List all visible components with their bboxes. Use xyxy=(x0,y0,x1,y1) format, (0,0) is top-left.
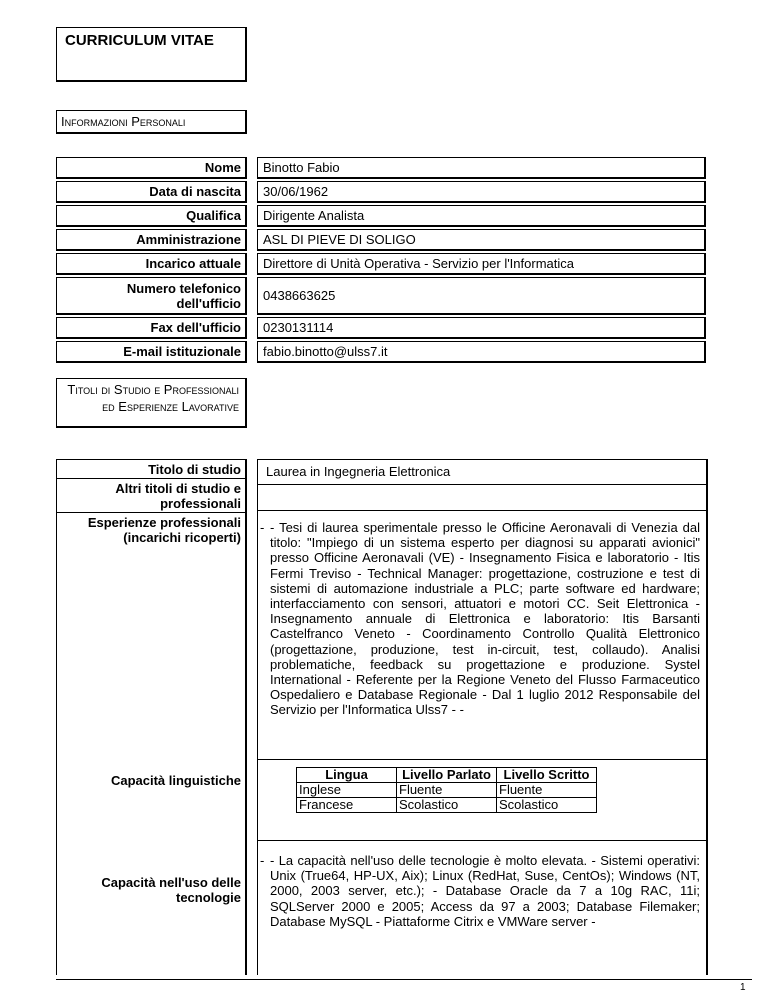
value-lingue xyxy=(258,761,706,841)
esperienze-text: - Tesi di laurea sperimentale presso le Officine Aeronavali di Venezia dal titolo: "Impiego di un sistema esperto per diagnosi su apparati avionici" presso Officine Aeronavali (VE) - Insegnamento Fisica e laboratorio - Itis Fermi Treviso - Technical Manager: progettazione, costruzione e test di sistemi di automazione industriale a PLC; parte software ed hardware; interfacciamento con sensori, attuatori e motori CC. Seit Elettronica - Insegnamento annuale di Elettronica e laboratorio: Itis Barsanti Castelfranco Veneto - Coordinamento Controllo Qualità Elettronico (progettazione, produzione, test in-circuit, test, collaudo). Analisi problematiche, feedback su progettazione e produzione. Systel International - Referente per la Regione Veneto del Flusso Farmaceutico Ospedaliero e Database Regionale - Dal 1 luglio 2012 Responsabile del Servizio per l'Informatica Ulss7 - - xyxy=(270,520,700,718)
label-esperienze: Esperienze professionali (incarichi ricoperti) xyxy=(87,515,241,545)
personal-gap xyxy=(247,253,257,275)
personal-value: ASL DI PIEVE DI SOLIGO xyxy=(257,229,706,251)
languages-header: Livello Scritto xyxy=(497,768,597,783)
section-titles-heading: Titoli di Studio e Professionali ed Esperienze Lavorative xyxy=(56,378,247,428)
personal-row xyxy=(56,277,706,315)
personal-gap xyxy=(247,341,257,363)
languages-cell: Fluente xyxy=(497,783,597,798)
personal-row xyxy=(56,253,706,275)
tecnologie-bullet: - xyxy=(260,853,265,868)
footer-rule xyxy=(56,979,752,980)
languages-header: Lingua xyxy=(297,768,397,783)
labels-column xyxy=(56,459,247,975)
personal-row xyxy=(56,157,706,179)
languages-row xyxy=(297,783,597,798)
personal-label: Numero telefonico dell'ufficio xyxy=(56,277,247,315)
personal-gap xyxy=(247,205,257,227)
personal-gap xyxy=(247,277,257,315)
personal-info-table xyxy=(56,155,706,365)
label-altri-titoli: Altri titoli di studio e professionali xyxy=(57,480,245,513)
personal-gap xyxy=(247,181,257,203)
personal-label: Data di nascita xyxy=(56,181,247,203)
personal-row xyxy=(56,205,706,227)
personal-label: Qualifica xyxy=(56,205,247,227)
value-tecnologie xyxy=(258,853,706,976)
personal-row xyxy=(56,341,706,363)
personal-value: Direttore di Unità Operativa - Servizio per l'Informatica xyxy=(257,253,706,275)
personal-label: Fax dell'ufficio xyxy=(56,317,247,339)
languages-cell: Francese xyxy=(297,798,397,813)
page-number: 1 xyxy=(740,982,746,993)
esperienze-bullet: - xyxy=(260,520,265,535)
titles-experience-block xyxy=(56,459,708,975)
languages-cell: Scolastico xyxy=(397,798,497,813)
value-altri-titoli xyxy=(258,486,706,511)
languages-cell: Inglese xyxy=(297,783,397,798)
personal-row xyxy=(56,317,706,339)
personal-value: 0438663625 xyxy=(257,277,706,315)
personal-label: Incarico attuale xyxy=(56,253,247,275)
languages-row xyxy=(297,798,597,813)
personal-value: Dirigente Analista xyxy=(257,205,706,227)
personal-gap xyxy=(247,157,257,179)
section-personal-heading: Informazioni Personali xyxy=(56,110,247,134)
personal-gap xyxy=(247,229,257,251)
personal-gap xyxy=(247,317,257,339)
value-esperienze xyxy=(258,520,706,760)
label-lingue: Capacità linguistiche xyxy=(110,773,241,788)
personal-value: 30/06/1962 xyxy=(257,181,706,203)
value-titolo-studio: Laurea in Ingegneria Elettronica xyxy=(258,460,706,485)
personal-label: E-mail istituzionale xyxy=(56,341,247,363)
label-tecnologie: Capacità nell'uso delle tecnologie xyxy=(101,875,241,905)
personal-value: fabio.binotto@ulss7.it xyxy=(257,341,706,363)
languages-cell: Scolastico xyxy=(497,798,597,813)
personal-label: Amministrazione xyxy=(56,229,247,251)
personal-value: 0230131114 xyxy=(257,317,706,339)
languages-table xyxy=(296,767,597,813)
values-column xyxy=(257,459,708,975)
personal-row xyxy=(56,229,706,251)
label-titolo-studio: Titolo di studio xyxy=(57,460,245,479)
languages-header: Livello Parlato xyxy=(397,768,497,783)
tecnologie-text: - La capacità nell'uso delle tecnologie è molto elevata. - Sistemi operativi: Unix (True64, HP-UX, Aix); Linux (RedHat, Suse, CentOs); Windows (NT, 2000, 2003 server, etc.); - Database Oracle da 7 a 10g RAC, 11i; SQLServer 2000 e 2005; Access da 97 a 2003; Database Filemaker; Database MySQL - Piattaforme Citrix e VMWare server - xyxy=(270,853,700,929)
personal-value: Binotto Fabio xyxy=(257,157,706,179)
languages-cell: Fluente xyxy=(397,783,497,798)
cv-title: CURRICULUM VITAE xyxy=(56,27,247,82)
personal-label: Nome xyxy=(56,157,247,179)
personal-row xyxy=(56,181,706,203)
